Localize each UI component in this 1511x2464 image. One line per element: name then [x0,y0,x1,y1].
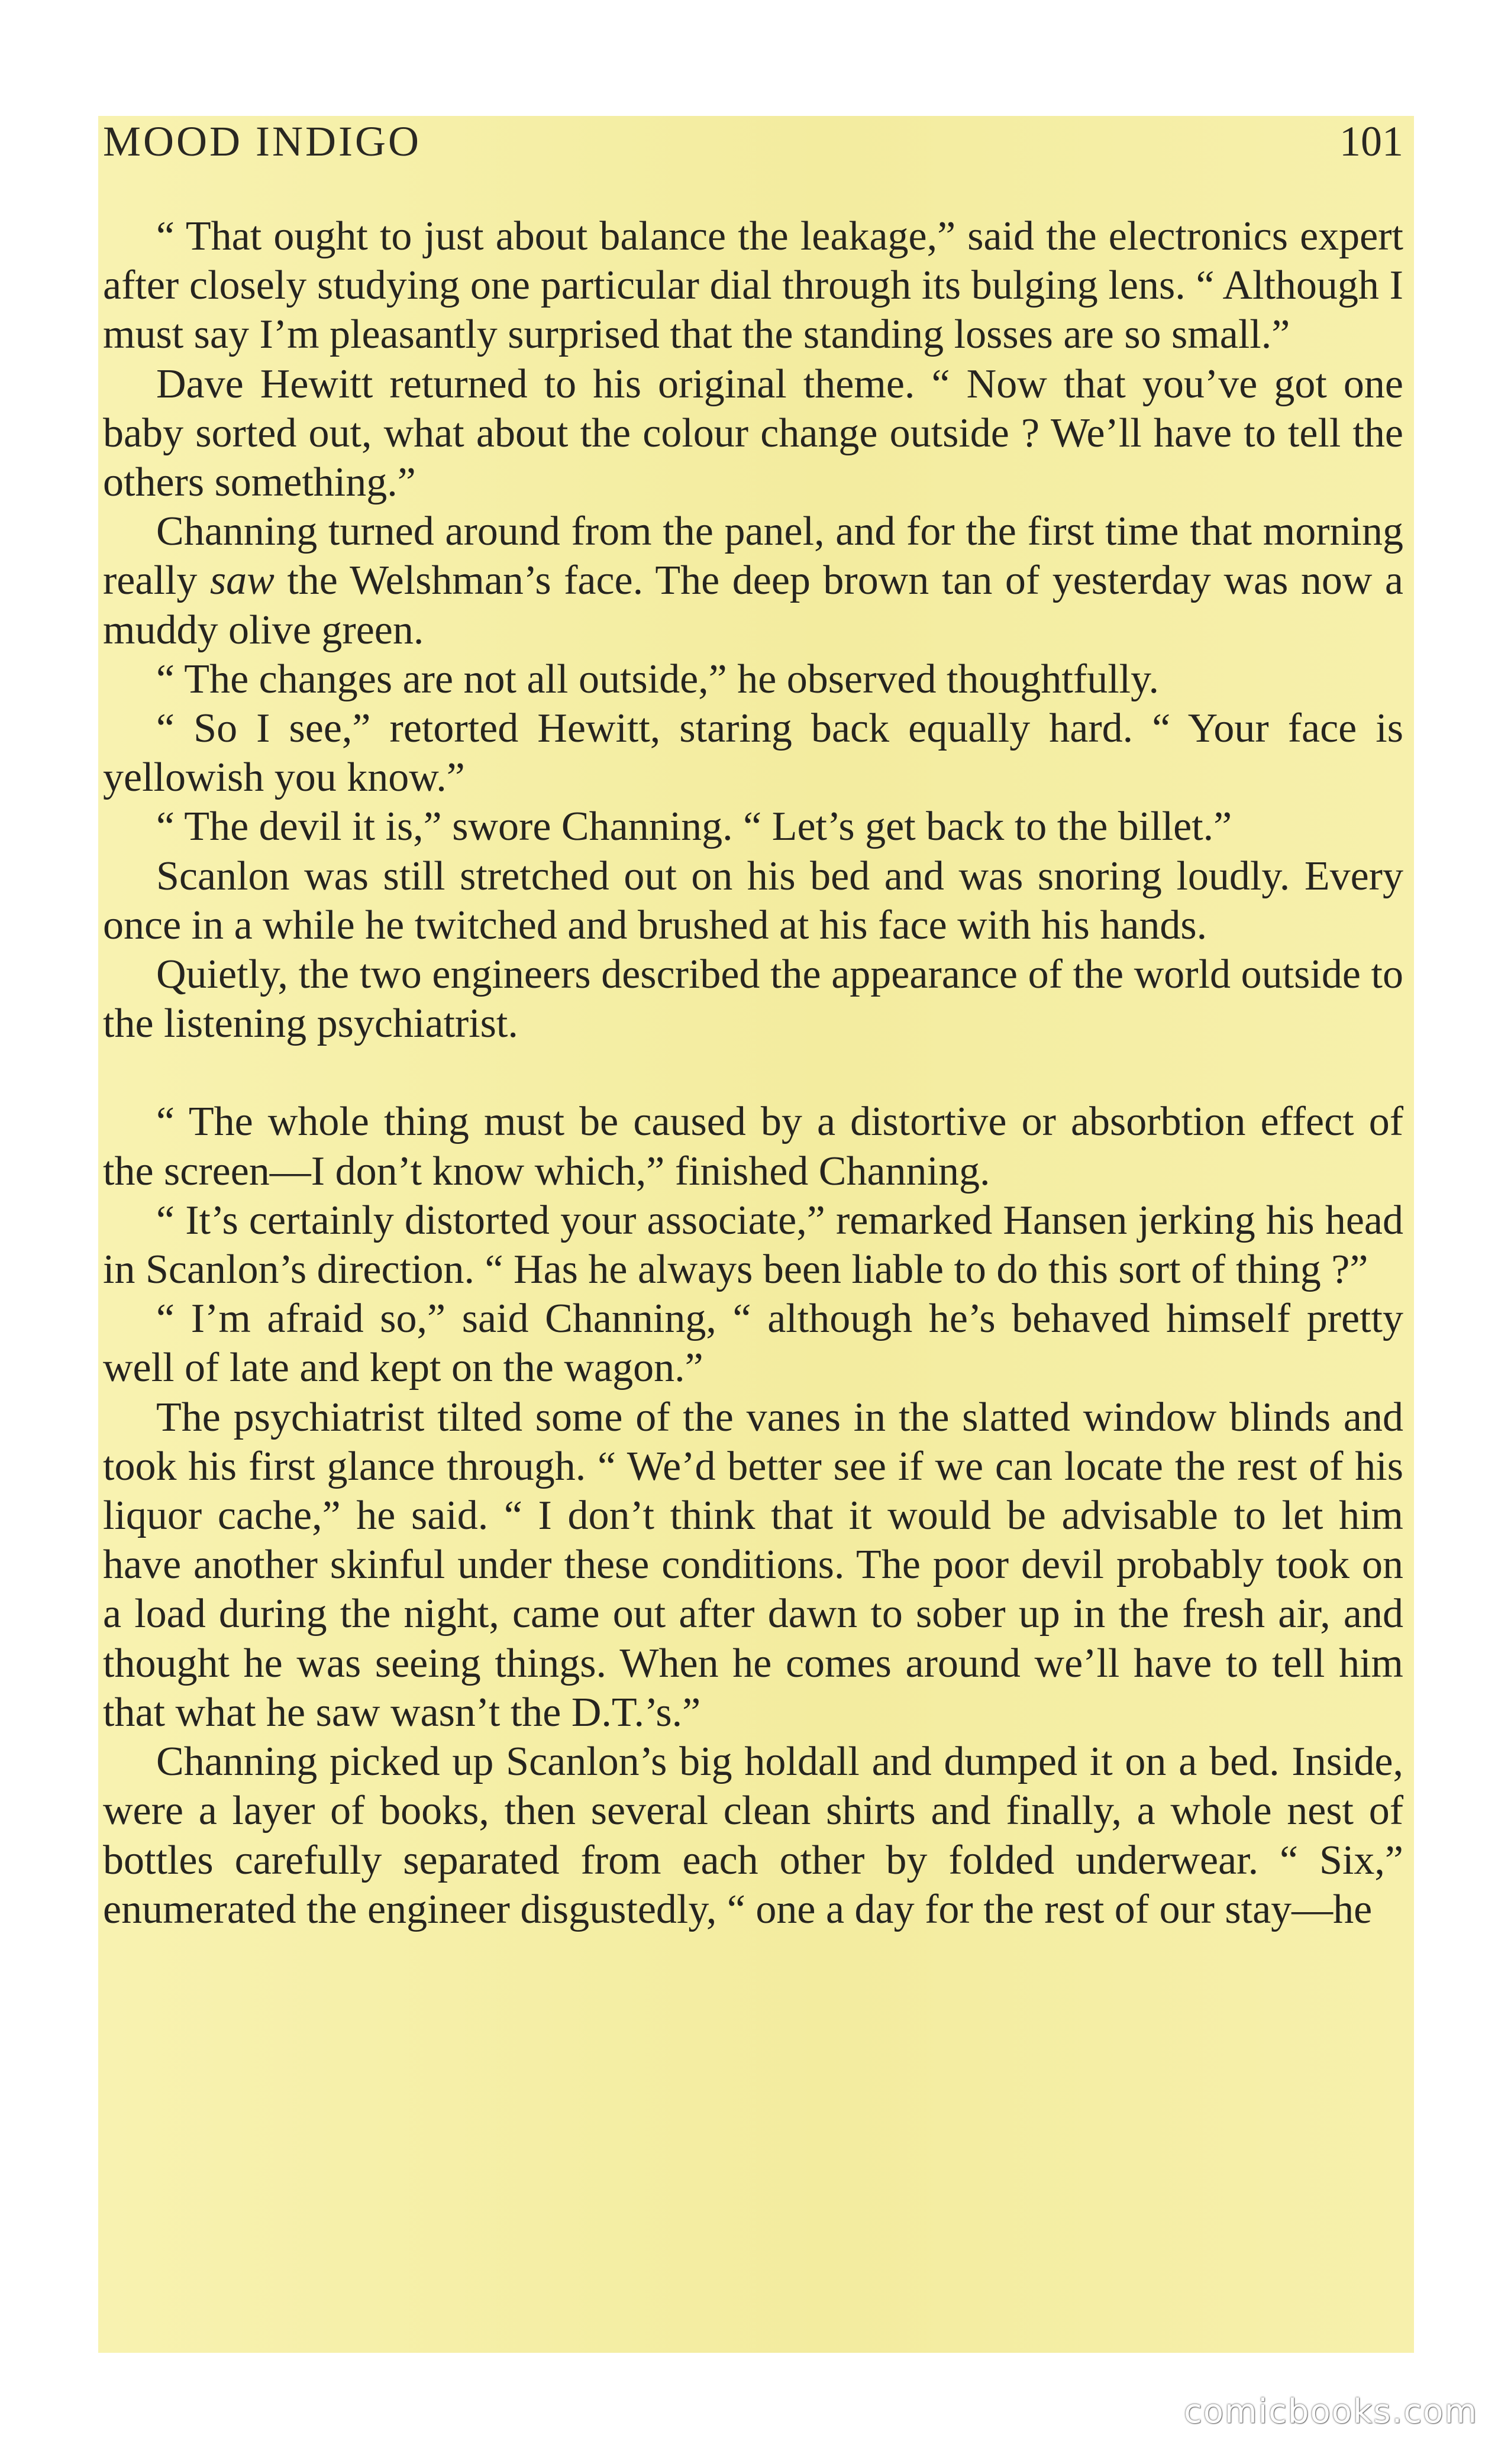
watermark: comicbooks.com [1183,2392,1478,2431]
paragraph: “ So I see,” retorted Hewitt, staring back equally hard. “ Your face is yellowish you know.” [103,706,1403,801]
paragraph: “ The devil it is,” swore Channing. “ Let’s get back to the billet.” [156,804,1232,850]
paragraph-text: Channing turned around from the panel, and for the first time that morning really [103,509,1403,604]
paragraph: “ I’m afraid so,” said Channing, “ although he’s behaved himself pretty well of late and kept on the wagon.” [103,1296,1403,1391]
paragraph: Dave Hewitt returned to his original theme. “ Now that you’ve got one baby sorted out, what about the colour change outside ? We’ll have to tell the others something.” [103,361,1403,506]
paragraph: Scanlon was still stretched out on his bed and was snoring loudly. Every once in a while he twitched and brushed at his face with his hands. [103,853,1403,948]
paragraph: The psychiatrist tilted some of the vanes in the slatted window blinds and took his first glance through. “ We’d better see if we can locate the rest of his liquor cache,” he said. “ I don’t think that it would be advisable to let him have another skinful under these conditions. The poor devil probably took on a load during the night, came out after dawn to sober up in the fresh air, and thought he was seeing things. When he comes around we’ll have to tell him that what he saw wasn’t the D.T.’s.” [103,1394,1403,1735]
paragraph: “ That ought to just about balance the leakage,” said the electronics expert after closely studying one particular dial through its bulging lens. “ Although I must say I’m pleasantly surprised that the standing losses are so small.” [103,214,1403,358]
italic-word: saw [209,558,275,604]
page-header [98,116,1414,194]
paragraph: Channing picked up Scanlon’s big holdall and dumped it on a bed. Inside, were a layer of books, then several clean shirts and finally, a whole nest of bottles carefully separated from each other by folded underwear. “ Six,” enumerated the engineer disgustedly, “ one a day for the rest of our stay—he [103,1739,1403,1932]
paragraph: “ It’s certainly distorted your associate,” remarked Hansen jerking his head in Scanlon’s direction. “ Has he always been liable to do this sort of thing ?” [103,1197,1403,1293]
paragraph: “ The whole thing must be caused by a distortive or absorbtion effect of the screen—I don’t know which,” finished Channing. [103,1099,1403,1194]
paragraph [103,507,1403,655]
paragraph: “ The changes are not all outside,” he observed thoughtfully. [156,656,1160,702]
body-text [103,212,1403,1934]
page-number: 101 [1339,118,1403,165]
paragraph: Quietly, the two engineers described the appearance of the world outside to the listening psychiatrist. [103,952,1403,1047]
running-title: MOOD INDIGO [103,118,421,165]
paragraph-text: the Welshman’s face. The deep brown tan of yesterday was now a muddy olive green. [103,558,1403,653]
book-page [98,116,1414,2353]
